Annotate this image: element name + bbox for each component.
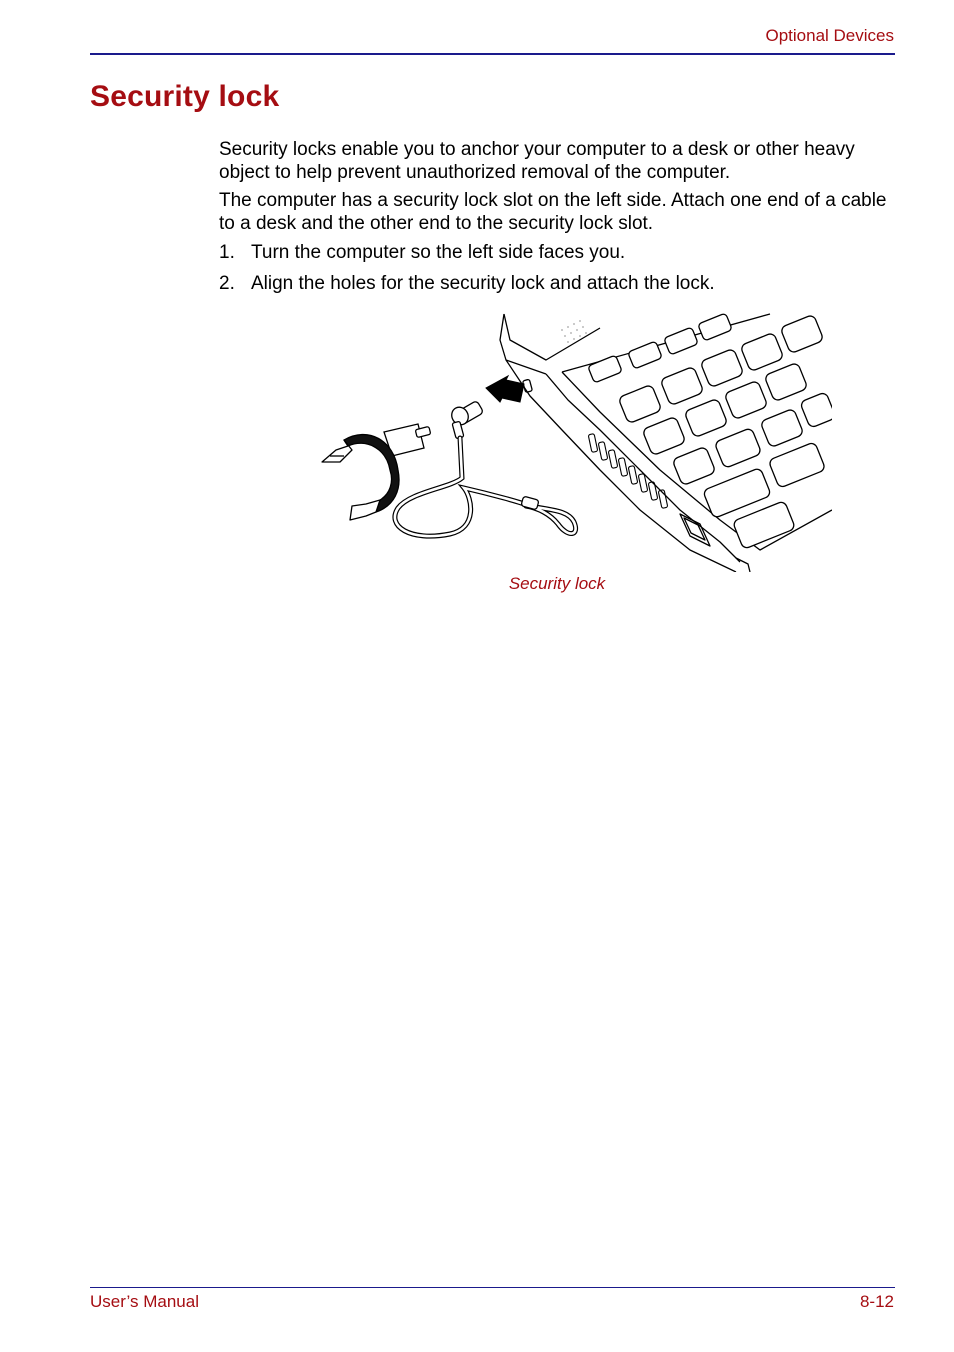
page-number: 8-12 bbox=[859, 1292, 894, 1311]
step-text: Turn the computer so the left side faces you. bbox=[251, 242, 626, 263]
security-lock-illustration bbox=[300, 310, 832, 572]
list-item bbox=[219, 241, 625, 264]
intro-paragraph: Security locks enable you to anchor your computer to a desk or other heavy object to help prevent unauthorized removal of the computer. bbox=[219, 139, 855, 183]
list-item bbox=[219, 272, 715, 295]
footer-manual-name: User’s Manual bbox=[90, 1292, 199, 1311]
step-text: Align the holes for the security lock and attach the lock. bbox=[251, 273, 715, 294]
footer-rule bbox=[90, 1287, 895, 1288]
page-title: Security lock bbox=[90, 80, 280, 113]
slot-paragraph: The computer has a security lock slot on the left side. Attach one end of a cable to a desk and the other end to the security lock slot. bbox=[219, 190, 887, 234]
header-rule bbox=[90, 53, 895, 55]
step-number: 2. bbox=[219, 273, 235, 294]
figure-caption: Security lock bbox=[508, 574, 606, 593]
running-header: Optional Devices bbox=[765, 26, 894, 45]
step-number: 1. bbox=[219, 242, 235, 263]
